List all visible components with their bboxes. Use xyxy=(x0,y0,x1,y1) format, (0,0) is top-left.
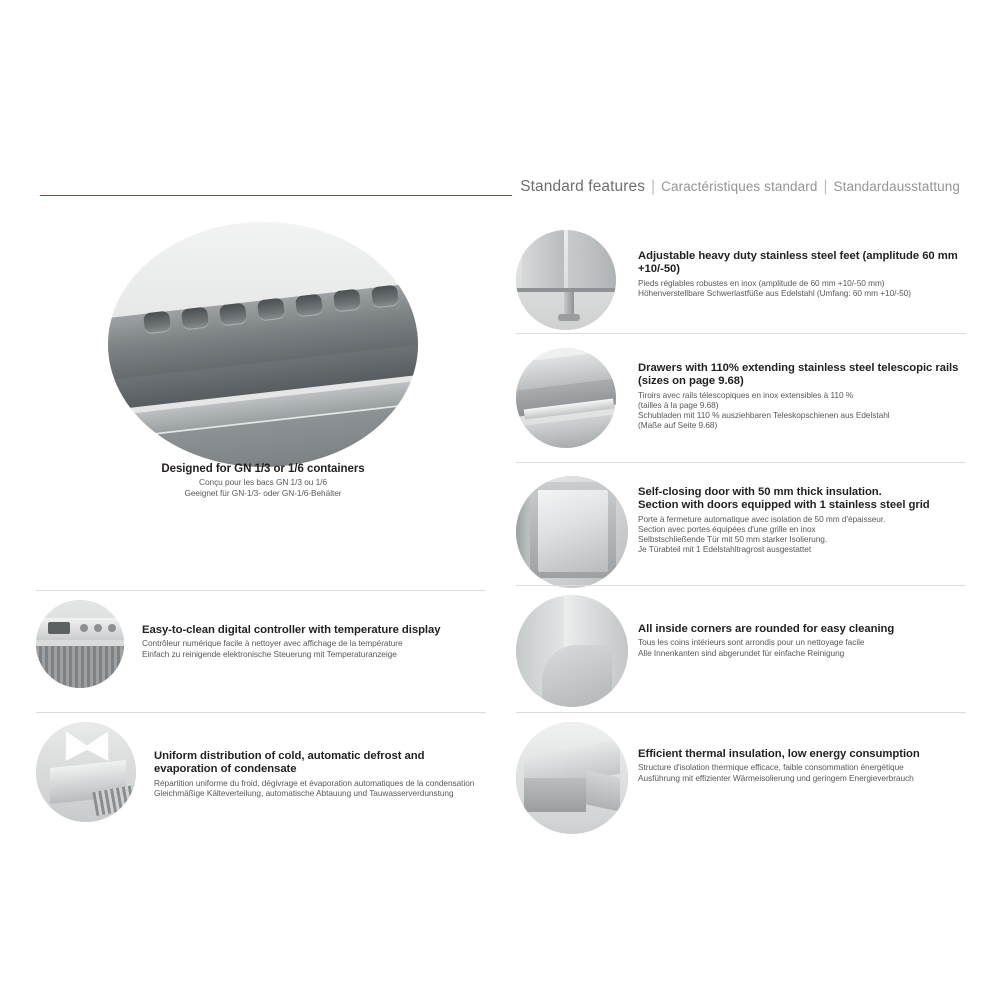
feature-2-title-de-line2: (Maße auf Seite 9.68) xyxy=(638,420,718,431)
feature-3-title-fr-line2: Section avec portes équipées d'une grille en inox xyxy=(638,524,816,535)
divider-6 xyxy=(516,712,966,713)
feature-adjustable-feet xyxy=(516,230,966,330)
page-title: Standard features xyxy=(520,178,646,195)
rounded-corners-thumbnail xyxy=(516,595,628,707)
digital-controller-thumbnail xyxy=(36,600,124,688)
feature-self-closing-door xyxy=(516,476,966,588)
feature-thermal-insulation xyxy=(516,722,966,834)
feature-3-title-en-line2: Section with doors equipped with 1 stainless steel grid xyxy=(638,499,930,512)
feature-4-title-fr: Contrôleur numérique facile à nettoyer avec affichage de la température xyxy=(142,638,403,649)
feature-2-title-fr-line2: (tailles à la page 9.68) xyxy=(638,400,719,411)
feature-5-title-fr: Tous les coins intérieurs sont arrondis pour un nettoyage facile xyxy=(638,637,865,648)
feature-2-title-de-line1: Schubladen mit 110 % ausziehbaren Teleskopschienen aus Edelstahl xyxy=(638,410,890,421)
feature-1-title-en: Adjustable heavy duty stainless steel feet (amplitude 60 mm +10/-50) xyxy=(638,250,958,276)
feature-4-title-de: Einfach zu reinigende elektronische Steuerung mit Temperaturanzeige xyxy=(142,648,397,659)
page-title-fr: Caractéristiques standard xyxy=(661,179,818,194)
cold-distribution-thumbnail xyxy=(36,722,136,822)
feature-3-title-de-line1: Selbstschließende Tür mit 50 mm starker Isolierung. xyxy=(638,534,828,545)
title-separator-1: | xyxy=(651,178,656,195)
divider-3 xyxy=(516,585,966,586)
feature-5-title-de: Alle Innenkanten sind abgerundet für einfache Reinigung xyxy=(638,647,845,658)
feature-1-title-fr: Pieds réglables robustes en inox (amplitude de 60 mm +10/-50 mm) xyxy=(638,277,885,288)
feature-2-title-fr-line1: Tiroirs avec rails télescopiques en inox extensibles à 110 % xyxy=(638,389,854,400)
divider-2 xyxy=(516,462,966,463)
feature-5-title-en: All inside corners are rounded for easy cleaning xyxy=(638,623,895,635)
page-title-de: Standardausstattung xyxy=(833,179,960,194)
gn-caption-en: Designed for GN 1/3 or 1/6 containers xyxy=(161,463,365,475)
gn-caption-de: Geeignet für GN-1/3- oder GN-1/6-Behälter xyxy=(184,487,342,498)
header-accent-rule xyxy=(40,195,548,196)
feature-telescopic-drawers xyxy=(516,348,966,448)
feature-1-title-de: Höhenverstellbare Schwerlastfüße aus Edelstahl (Umfang: 60 mm +10/-50) xyxy=(638,288,911,299)
feature-uniform-cold-distribution xyxy=(36,722,486,822)
adjustable-feet-thumbnail xyxy=(516,230,616,330)
feature-3-title-en-line1: Self-closing door with 50 mm thick insulation. xyxy=(638,486,882,498)
feature-4-title-en: Easy-to-clean digital controller with temperature display xyxy=(142,624,441,636)
gn-photo-caption xyxy=(108,463,418,498)
feature-7-title-de: Ausführung mit effizienter Wärmeisolierung und geringem Energieverbrauch xyxy=(638,772,914,783)
gn-caption-fr: Conçu pour les bacs GN 1/3 ou 1/6 xyxy=(199,477,327,488)
feature-6-title-en: Uniform distribution of cold, automatic defrost and evaporation of condensate xyxy=(154,750,425,776)
self-closing-door-thumbnail xyxy=(516,476,628,588)
page-header xyxy=(40,178,960,200)
gn-containers-photo xyxy=(108,222,418,467)
feature-3-title-fr-line1: Porte à fermeture automatique avec isolation de 50 mm d'épaisseur. xyxy=(638,513,886,524)
feature-6-title-fr: Répartition uniforme du froid, dégivrage et évaporation automatiques de la condensation xyxy=(154,777,475,788)
title-separator-2: | xyxy=(823,178,828,195)
header-titles xyxy=(512,178,960,196)
divider-5 xyxy=(36,712,486,713)
feature-digital-controller xyxy=(36,600,486,688)
feature-2-title-en-line1: Drawers with 110% extending stainless steel telescopic rails xyxy=(638,362,959,374)
thermal-insulation-thumbnail xyxy=(516,722,628,834)
divider-4 xyxy=(36,590,486,591)
feature-3-title-de-line2: Je Türabteil mit 1 Edelstahltragrost ausgestattet xyxy=(638,544,812,555)
divider-1 xyxy=(516,333,966,334)
feature-7-title-en: Efficient thermal insulation, low energy consumption xyxy=(638,748,920,760)
feature-7-title-fr: Structure d'isolation thermique efficace, faible consommation énergétique xyxy=(638,762,904,773)
feature-2-title-en-line2: (sizes on page 9.68) xyxy=(638,375,744,388)
feature-rounded-corners xyxy=(516,595,966,707)
feature-6-title-de: Gleichmäßige Kälteverteilung, automatische Abtauung und Tauwasserverdunstung xyxy=(154,788,454,799)
telescopic-drawers-thumbnail xyxy=(516,348,616,448)
